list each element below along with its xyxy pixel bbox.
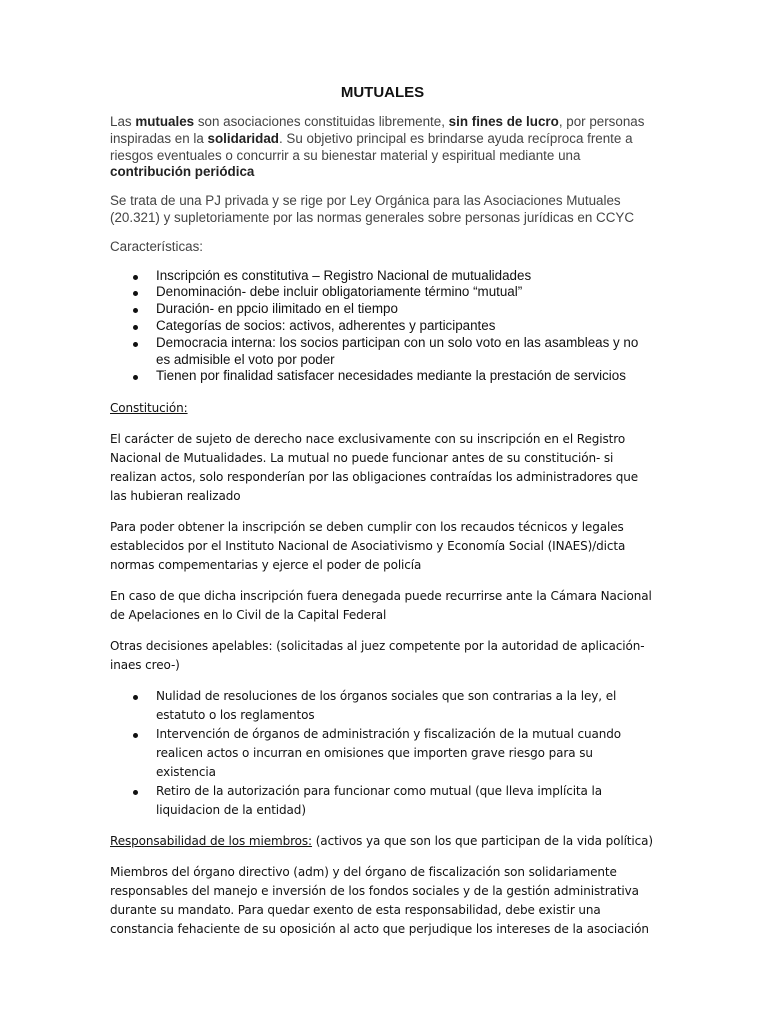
intro-text-2: son asociaciones constituidas libremente, [194,114,449,129]
intro-text-3: , por personas inspiradas en la [110,114,645,146]
responsabilidad-heading [110,832,655,851]
intro-text-1: Las [110,114,136,129]
constitucion-paragraph-1: El carácter de sujeto de derecho nace exclusivamente con su inscripción en el Registro Nacional de Mutualidades. La mutual no puede funcionar antes de su constitución- si realizan actos, solo responderían por las obligaciones contraídas los administradores que las hubieran realizado [110,432,639,504]
document-title: MUTUALES [340,84,425,101]
list-item: Retiro de la autorización para funcionar como mutual (que lleva implícita la liquidacion de la entidad) [110,782,655,820]
intro-bold-sin-fines: sin fines de lucro [448,114,559,129]
list-item: Tienen por finalidad satisfacer necesidades mediante la prestación de servicios [110,368,655,385]
responsabilidad-paragraph: Miembros del órgano directivo (adm) y del órgano de fiscalización son solidariamente responsables del manejo e inversión de los fondos sociales y de la gestión administrativa durante su mandato. Para quedar exento de esta responsabilidad, debe existir una constancia fehaciente de su oposición al acto que perjudique los intereses de la asociación [110,865,649,937]
intro-paragraph [110,114,655,181]
caracteristicas-list [110,268,655,386]
intro-bold-contribucion: contribución periódica [110,164,255,180]
intro-bold-solidaridad: solidaridad [207,130,279,146]
intro-bold-mutuales: mutuales [135,114,195,129]
list-item: Intervención de órganos de administración y fiscalización de la mutual cuando realicen actos o incurran en omisiones que importen grave riesgo para su existencia [110,725,655,782]
responsabilidad-note: (activos ya que son los que participan de la vida política) [312,834,653,849]
apelables-list [110,687,655,820]
pj-paragraph: Se trata de una PJ privada y se rige por Ley Orgánica para las Asociaciones Mutuales (20.321) y supletoriamente por las normas generales sobre personas jurídicas en CCYC [110,193,634,225]
list-item: Nulidad de resoluciones de los órganos sociales que son contrarias a la ley, el estatuto o los reglamentos [110,687,655,725]
document-page [110,84,655,951]
responsabilidad-heading-text: Responsabilidad de los miembros: [110,834,313,849]
constitucion-paragraph-2: Para poder obtener la inscripción se deben cumplir con los recaudos técnicos y legales establecidos por el Instituto Nacional de Asociativismo y Economía Social (INAES)/dicta normas compementarias y ejerce el poder de policía [110,520,626,573]
list-item: Inscripción es constitutiva – Registro Nacional de mutualidades [110,268,655,285]
list-item: Denominación- debe incluir obligatoriamente término “mutual” [110,284,655,301]
constitucion-paragraph-3: En caso de que dicha inscripción fuera denegada puede recurrirse ante la Cámara Nacional de Apelaciones en lo Civil de la Capital Federal [110,589,652,623]
otras-decisiones-paragraph: Otras decisiones apelables: (solicitadas al juez competente por la autoridad de aplicación- inaes creo-) [110,639,645,673]
intro-text-4: . Su objetivo principal es brindarse ayuda recíproca frente a riesgos eventuales o concurrir a su bienestar material y espiritual mediante una [110,130,633,163]
list-item: Duración- en ppcio ilimitado en el tiempo [110,301,655,318]
list-item: Categorías de socios: activos, adherentes y participantes [110,318,655,335]
caracteristicas-heading: Características: [110,238,204,254]
list-item: Democracia interna: los socios participan con un solo voto en las asambleas y no es admisible el voto por poder [110,335,655,369]
constitucion-heading [110,399,655,418]
constitucion-heading-text: Constitución: [110,401,188,416]
